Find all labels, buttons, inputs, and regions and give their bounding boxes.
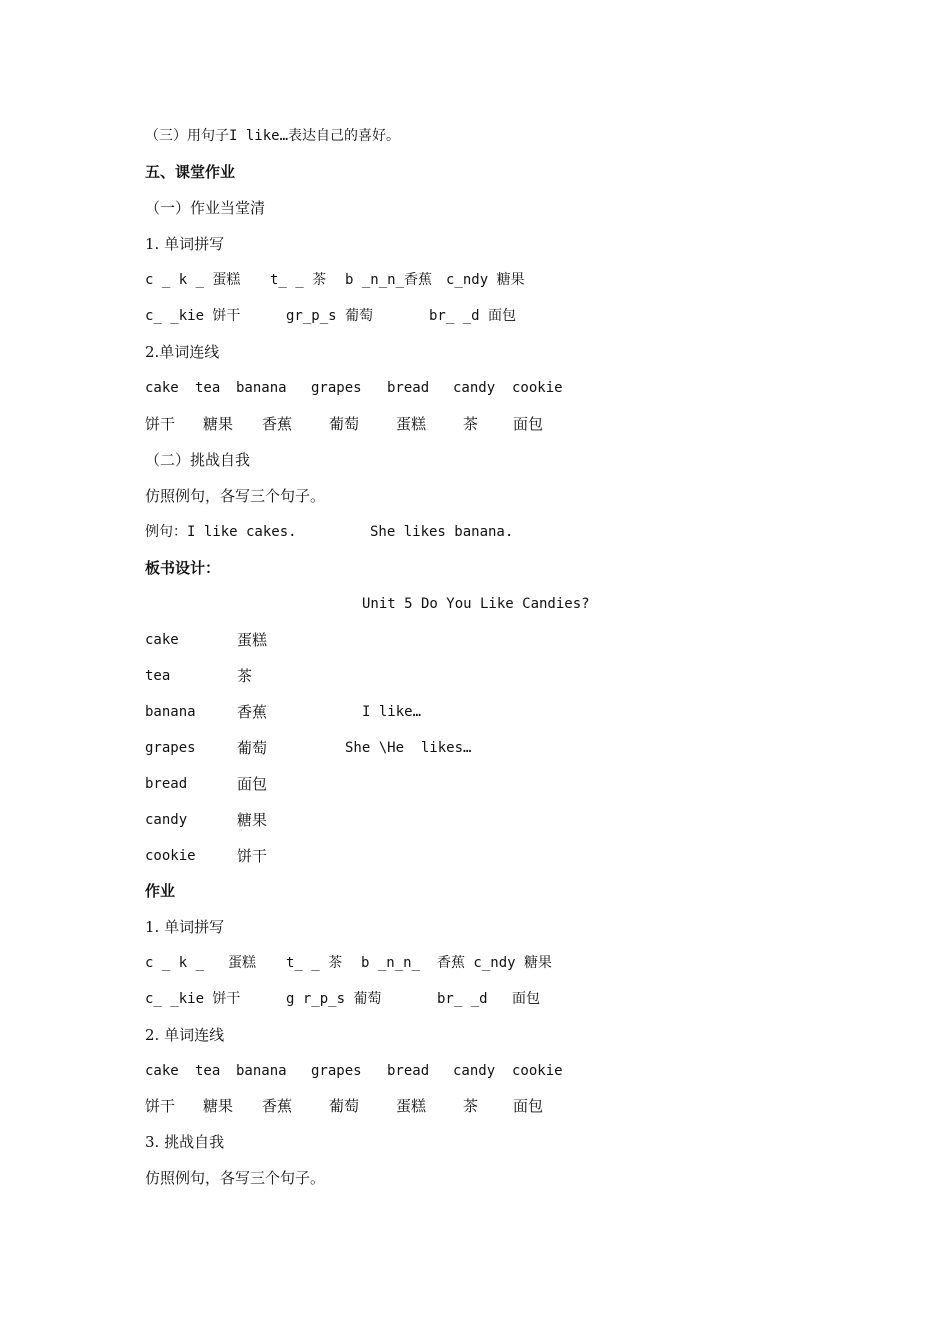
vocab-zh: 香蕉 [237, 703, 268, 721]
spelling-item: b _n_n_香蕉 [345, 272, 433, 288]
board-vocab-row [145, 628, 645, 652]
match-word: cookie [512, 380, 563, 396]
spelling-item: c _ k _ [145, 955, 205, 971]
homework-title: 作业 [145, 882, 176, 900]
vocab-en: banana [145, 704, 196, 720]
classwork-q2-title: 2.单词连线 [145, 343, 220, 361]
board-title: 板书设计： [145, 559, 221, 577]
classwork-sub1: （一）作业当堂清 [145, 199, 266, 217]
homework-q1-row2 [145, 987, 745, 1011]
match-meaning: 蛋糕 [396, 415, 427, 433]
match-meaning: 茶 [463, 1097, 479, 1115]
match-meaning: 面包 [513, 1097, 544, 1115]
match-meaning: 饼干 [145, 415, 176, 433]
match-meaning: 葡萄 [329, 415, 360, 433]
section3-heading: （三）用句子I like…表达自己的喜好。 [145, 128, 401, 144]
vocab-zh: 饼干 [237, 847, 268, 865]
vocab-zh: 蛋糕 [237, 631, 268, 649]
board-vocab-row [145, 772, 645, 796]
spelling-item: c_ndy 糖果 [446, 272, 525, 288]
match-word: banana [236, 1063, 287, 1079]
vocab-en: tea [145, 668, 171, 684]
spelling-item: br_ _d [437, 991, 488, 1007]
spelling-item: c _ k _ 蛋糕 [145, 272, 241, 288]
homework-q2-meanings [145, 1094, 745, 1118]
board-pattern: I like… [362, 704, 422, 720]
board-vocab-row [145, 844, 645, 868]
match-meaning: 饼干 [145, 1097, 176, 1115]
match-word: tea [195, 1063, 221, 1079]
homework-q3-title: 3. 挑战自我 [145, 1133, 225, 1151]
spelling-item: 蛋糕 [228, 955, 256, 971]
spelling-item: gr_p_s 葡萄 [286, 308, 374, 324]
match-word: cake [145, 380, 179, 396]
vocab-zh: 葡萄 [237, 739, 268, 757]
classwork-q2-words [145, 376, 745, 400]
board-vocab-row [145, 700, 645, 724]
vocab-en: candy [145, 812, 188, 828]
board-pattern: She \He likes… [345, 740, 472, 756]
spelling-item: 香蕉 c_ndy 糖果 [437, 955, 553, 971]
classwork-q1-row2 [145, 304, 745, 328]
match-word: cake [145, 1063, 179, 1079]
spelling-item: c_ _kie 饼干 [145, 991, 241, 1007]
spelling-item: t_ _ 茶 [286, 955, 343, 971]
match-meaning: 蛋糕 [396, 1097, 427, 1115]
example-sentence: 例句：I like cakes. [145, 524, 297, 540]
match-word: bread [387, 380, 430, 396]
vocab-en: cake [145, 632, 179, 648]
match-word: grapes [311, 380, 362, 396]
spelling-item: c_ _kie 饼干 [145, 308, 241, 324]
classwork-instruction: 仿照例句，各写三个句子。 [145, 487, 326, 505]
example-sentence: She likes banana. [370, 524, 514, 540]
homework-q2-title: 2. 单词连线 [145, 1026, 225, 1044]
section5-title: 五、课堂作业 [145, 163, 236, 181]
match-word: tea [195, 380, 221, 396]
vocab-en: grapes [145, 740, 196, 756]
spelling-item: t_ _ 茶 [270, 272, 327, 288]
homework-q1-row1 [145, 951, 745, 975]
classwork-q2-meanings [145, 412, 745, 436]
spelling-item: 面包 [512, 991, 540, 1007]
vocab-zh: 茶 [237, 667, 253, 685]
match-word: banana [236, 380, 287, 396]
match-meaning: 茶 [463, 415, 479, 433]
match-meaning: 香蕉 [262, 415, 293, 433]
classwork-sub2: （二）挑战自我 [145, 451, 251, 469]
board-unit-title: Unit 5 Do You Like Candies? [362, 596, 590, 612]
vocab-zh: 糖果 [237, 811, 268, 829]
board-vocab-row [145, 736, 645, 760]
vocab-en: cookie [145, 848, 196, 864]
board-vocab-row [145, 808, 645, 832]
match-meaning: 糖果 [203, 415, 234, 433]
match-meaning: 葡萄 [329, 1097, 360, 1115]
homework-instruction: 仿照例句，各写三个句子。 [145, 1169, 326, 1187]
spelling-item: b _n_n_ [361, 955, 421, 971]
spelling-item: g r_p_s 葡萄 [286, 991, 382, 1007]
match-meaning: 面包 [513, 415, 544, 433]
match-word: cookie [512, 1063, 563, 1079]
vocab-zh: 面包 [237, 775, 268, 793]
homework-q1-title: 1. 单词拼写 [145, 918, 225, 936]
example-sentences [145, 520, 745, 544]
board-vocab-row [145, 664, 645, 688]
match-meaning: 糖果 [203, 1097, 234, 1115]
match-word: candy [453, 1063, 496, 1079]
classwork-q1-title: 1. 单词拼写 [145, 235, 225, 253]
homework-q2-words [145, 1059, 745, 1083]
match-meaning: 香蕉 [262, 1097, 293, 1115]
match-word: grapes [311, 1063, 362, 1079]
spelling-item: br_ _d 面包 [429, 308, 517, 324]
vocab-en: bread [145, 776, 188, 792]
match-word: bread [387, 1063, 430, 1079]
classwork-q1-row1 [145, 268, 745, 292]
match-word: candy [453, 380, 496, 396]
